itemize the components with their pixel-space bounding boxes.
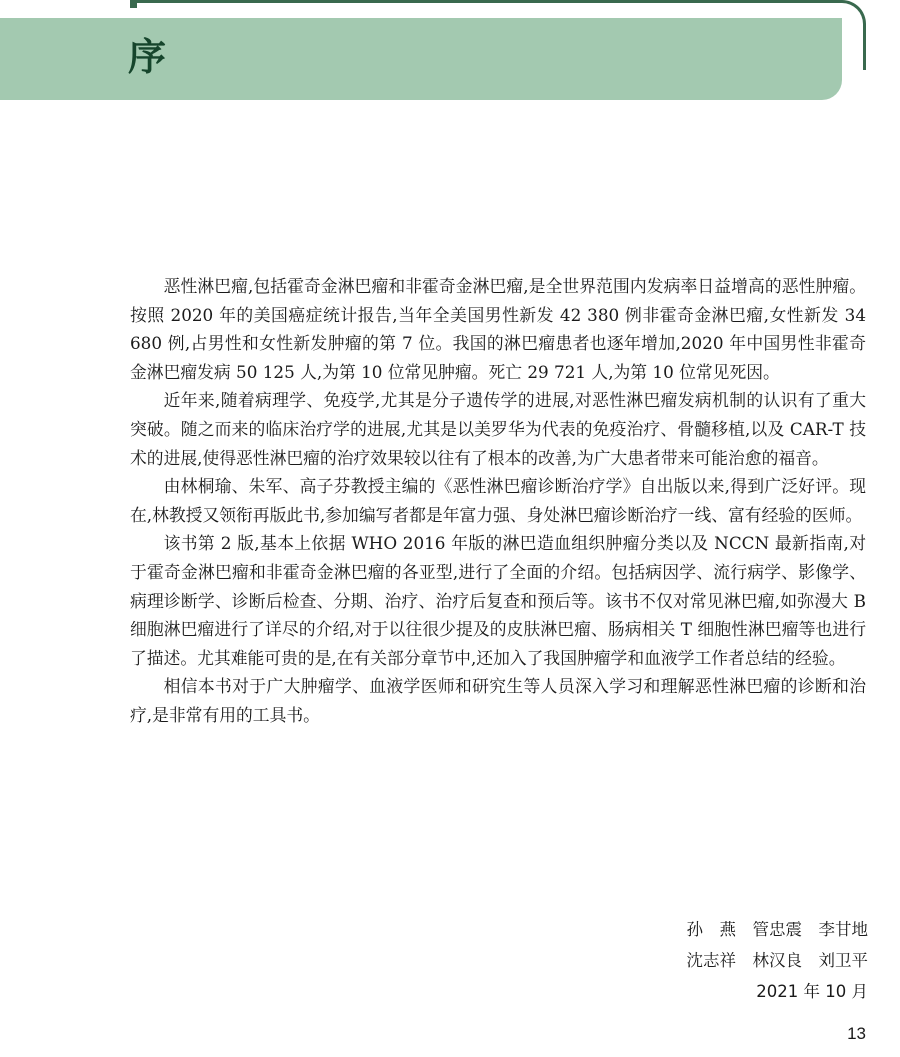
paragraph-3: 由林桐瑜、朱军、高子芬教授主编的《恶性淋巴瘤诊断治疗学》自出版以来,得到广泛好评。现在,林教授又领衔再版此书,参加编写者都是年富力强、身处淋巴瘤诊断治疗一线、富有经验的医师。	[130, 476, 866, 525]
preface-body	[130, 272, 866, 730]
signature-date: 2021 年 10 月	[756, 982, 868, 1001]
page-title: 序	[128, 35, 169, 79]
paragraph-1: 恶性淋巴瘤,包括霍奇金淋巴瘤和非霍奇金淋巴瘤,是全世界范围内发病率日益增高的恶性肿瘤。按照 2020 年的美国癌症统计报告,当年全美国男性新发 42 380 例非霍奇金淋巴瘤,女性新发 34 680 例,占男性和女性新发肿瘤的第 7 位。我国的淋巴瘤患者也逐年增加,2020 年中国男性非霍奇金淋巴瘤发病 50 125 人,为第 10 位常见肿瘤。死亡 29 721 人,为第 10 位常见死因。	[130, 276, 866, 382]
signature-line-2: 沈志祥 林汉良 刘卫平	[686, 951, 868, 970]
paragraph-5: 相信本书对于广大肿瘤学、血液学医师和研究生等人员深入学习和理解恶性淋巴瘤的诊断和治疗,是非常有用的工具书。	[130, 676, 866, 725]
signature-block	[687, 914, 869, 1007]
paragraph-4: 该书第 2 版,基本上依据 WHO 2016 年版的淋巴造血组织肿瘤分类以及 NCCN 最新指南,对于霍奇金淋巴瘤和非霍奇金淋巴瘤的各亚型,进行了全面的介绍。包括病因学、流行病学、影像学、病理诊断学、诊断后检查、分期、治疗、治疗后复查和预后等。该书不仅对常见淋巴瘤,如弥漫大 B 细胞淋巴瘤进行了详尽的介绍,对于以往很少提及的皮肤淋巴瘤、肠病相关 T 细胞性淋巴瘤等也进行了描述。尤其难能可贵的是,在有关部分章节中,还加入了我国肿瘤学和血液学工作者总结的经验。	[130, 533, 866, 668]
paragraph-2: 近年来,随着病理学、免疫学,尤其是分子遗传学的进展,对恶性淋巴瘤发病机制的认识有了重大突破。随之而来的临床治疗学的进展,尤其是以美罗华为代表的免疫治疗、骨髓移植,以及 CAR-T 技术的进展,使得恶性淋巴瘤的治疗效果较以往有了根本的改善,为广大患者带来可能治愈的福音。	[130, 390, 866, 468]
signature-line-1: 孙 燕 管忠震 李甘地	[686, 920, 868, 939]
page-number: 13	[847, 1024, 866, 1043]
header-band	[0, 18, 842, 100]
